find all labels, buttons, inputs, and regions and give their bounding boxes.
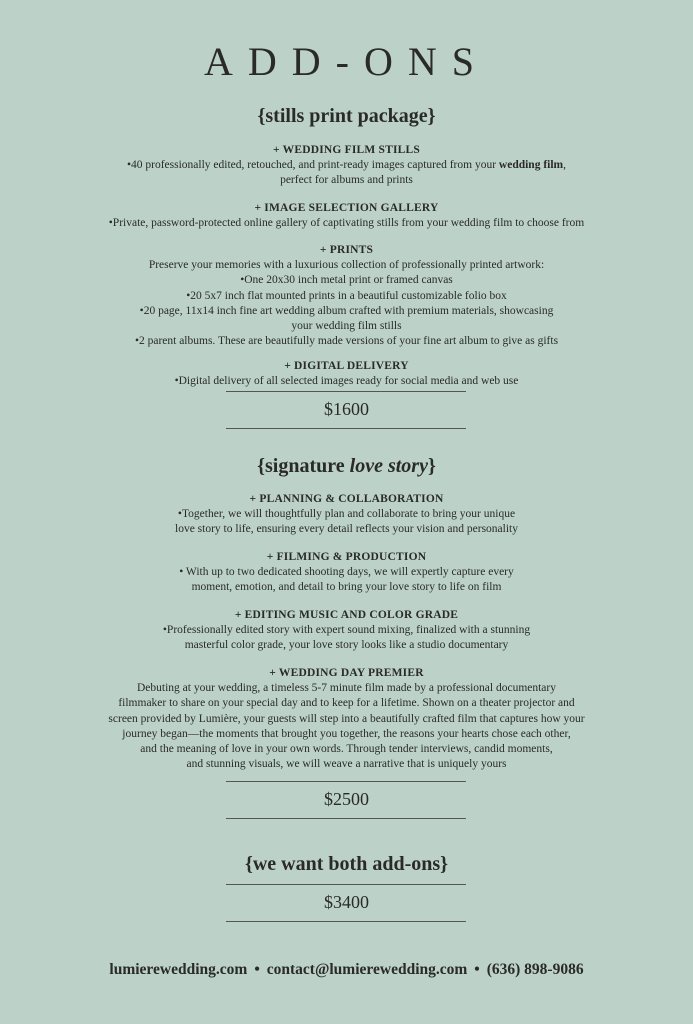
- love-story-price: $2500: [324, 789, 369, 809]
- wedding-film-stills-block: [60, 143, 633, 189]
- footer-separator: •: [474, 961, 480, 978]
- filming-block: [60, 550, 633, 596]
- digital-delivery-title: + DIGITAL DELIVERY: [284, 360, 409, 372]
- editing-title: + EDITING MUSIC AND COLOR GRADE: [234, 609, 459, 621]
- image-selection-gallery-text: •Private, password-protected online gallery of captivating stills from your wedding film to choose from: [108, 217, 585, 229]
- stills-price-rule-top: [226, 391, 466, 392]
- both-addons-heading: {we want both add-ons}: [244, 853, 449, 875]
- wedding-film-stills-title: + WEDDING FILM STILLS: [273, 144, 420, 156]
- digital-delivery-block: [60, 359, 633, 389]
- stills-price: $1600: [324, 399, 369, 419]
- both-price: $3400: [324, 892, 369, 912]
- both-price-rule-bottom: [226, 921, 466, 922]
- premier-text: Debuting at your wedding, a timeless 5-7 minute film made by a professional documentary filmmaker to share on your special day and to keep for a lifetime. Shown on a theater projector and screen provided by Lumière, your guests will step into a beautifully crafted film that captures how your journey began—the moments that brought you together, the reasons your hearts chose each other, and the meaning of love in your own words. Through tender interviews, candid moments, and stunning visuals, we will weave a narrative that is uniquely yours: [108, 682, 585, 771]
- planning-block: [60, 492, 633, 538]
- editing-text: •Professionally edited story with expert sound mixing, finalized with a stunning masterful color grade, your love story looks like a studio documentary: [162, 624, 531, 652]
- stills-price-rule-bottom: [226, 428, 466, 429]
- image-selection-gallery-title: + IMAGE SELECTION GALLERY: [254, 202, 439, 214]
- digital-delivery-text: •Digital delivery of all selected images ready for social media and web use: [174, 375, 519, 387]
- planning-title: + PLANNING & COLLABORATION: [249, 493, 444, 505]
- contact-footer: [0, 961, 693, 979]
- website-link[interactable]: lumierewedding.com: [109, 961, 248, 978]
- phone-number[interactable]: (636) 898-9086: [486, 961, 584, 978]
- love-story-price-rule-top: [226, 781, 466, 782]
- premier-title: + WEDDING DAY PREMIER: [269, 667, 424, 679]
- filming-title: + FILMING & PRODUCTION: [266, 551, 427, 563]
- editing-block: [60, 608, 633, 654]
- prints-text: Preserve your memories with a luxurious collection of professionally printed artwork: •One 20x30 inch metal print or framed canvas •20 5x7 inch flat mounted prints in a beautiful customizable folio box •20 page, 11x14 inch fine art wedding album crafted with premium materials, showcasing your wedding film stills •2 parent albums. These are beautifully made versions of your fine art album to give as gifts: [134, 259, 559, 348]
- planning-text: •Together, we will thoughtfully plan and collaborate to bring your unique love story to life, ensuring every detail reflects your vision and personality: [175, 508, 518, 536]
- both-price-rule-top: [226, 884, 466, 885]
- email-link[interactable]: contact@lumierewedding.com: [266, 961, 468, 978]
- stills-package-heading: {stills print package}: [257, 105, 436, 127]
- page-title: ADD-ONS: [204, 39, 489, 84]
- filming-text: • With up to two dedicated shooting days, we will expertly capture every moment, emotion, and detail to bring your love story to life on film: [179, 566, 514, 594]
- prints-block: [40, 243, 653, 350]
- image-selection-gallery-block: [20, 201, 673, 231]
- love-story-price-rule-bottom: [226, 818, 466, 819]
- premier-block: [30, 666, 663, 773]
- love-story-heading: {signature love story}: [257, 455, 436, 477]
- footer-separator: •: [254, 961, 260, 978]
- prints-title: + PRINTS: [319, 244, 374, 256]
- wedding-film-stills-text: •40 professionally edited, retouched, and print-ready images captured from your wedding film, perfect for albums and prints: [127, 159, 566, 187]
